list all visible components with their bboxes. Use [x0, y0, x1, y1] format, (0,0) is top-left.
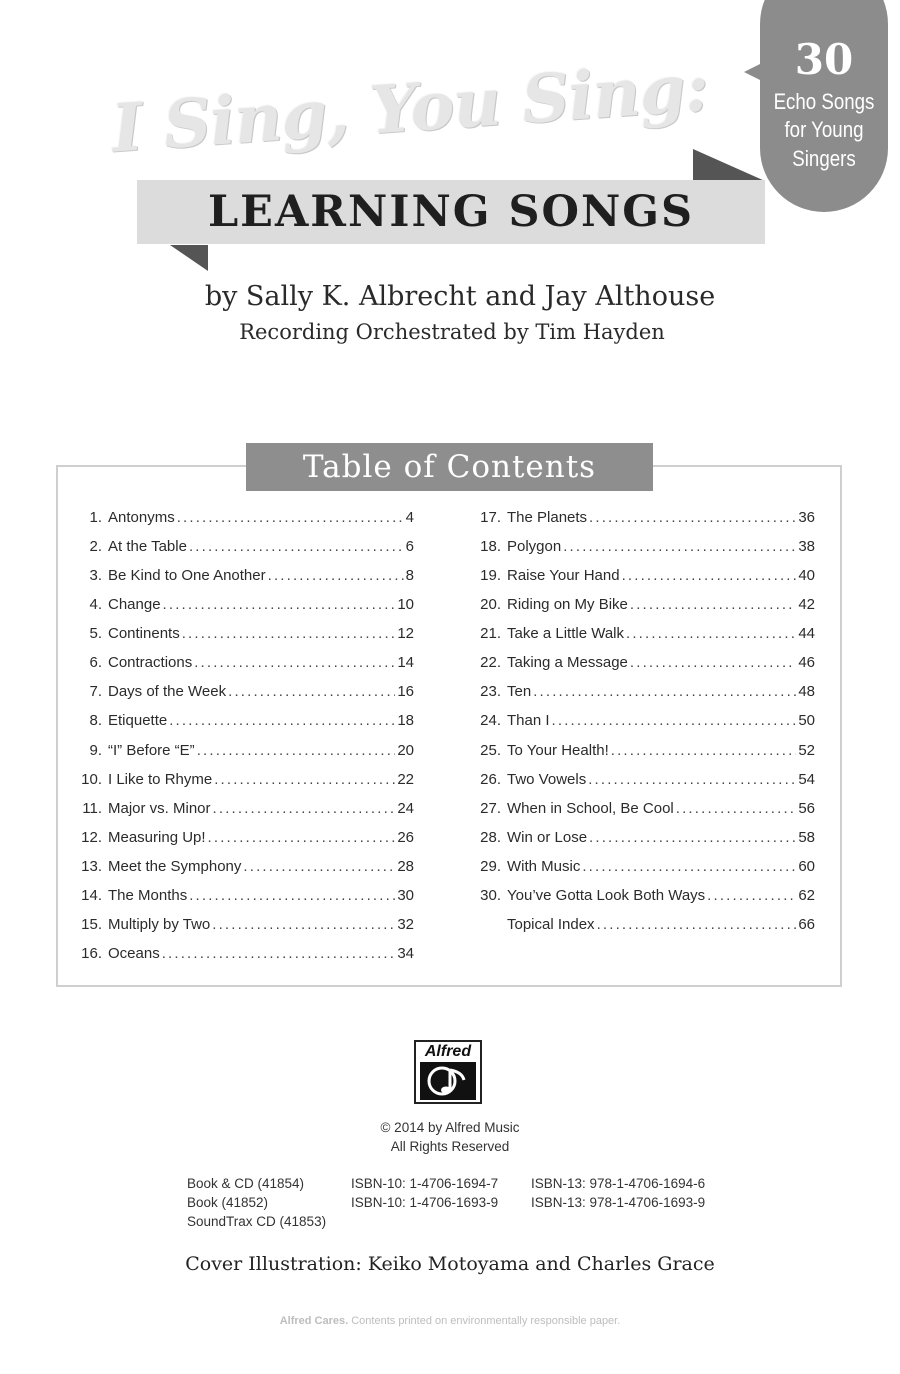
toc-entry: [473, 654, 815, 683]
dot-leader: [611, 742, 797, 759]
toc-entry-number: 14.: [81, 886, 102, 904]
toc-entry-title: Take a Little Walk: [507, 625, 624, 643]
isbn13: ISBN-13: 978-1-4706-1694-6: [531, 1176, 706, 1191]
toc-entry-page: 24: [397, 799, 414, 817]
main-title: LEARNING SONGS: [207, 187, 695, 237]
toc-column-right: [473, 509, 815, 945]
toc-entry-page: 4: [405, 509, 414, 526]
toc-entry-title: Contractions: [108, 654, 193, 672]
toc-entry: [74, 771, 414, 800]
product-name: Book & CD (41854): [187, 1176, 305, 1191]
toc-entry-number: 22.: [480, 654, 501, 672]
isbn13-list: [531, 1174, 705, 1212]
dot-leader: [214, 771, 395, 788]
toc-entry-number: 18.: [480, 538, 501, 556]
toc-entry: [74, 654, 414, 683]
toc-entry: [473, 916, 815, 945]
toc-entry: [74, 625, 414, 654]
dot-leader: [189, 887, 395, 904]
dot-leader: [212, 916, 395, 933]
toc-entry-page: 22: [397, 770, 414, 788]
orchestration-credit: Recording Orchestrated by Tim Hayden: [239, 320, 665, 344]
song-count-badge: [744, 0, 900, 214]
dot-leader: [268, 567, 404, 584]
toc-entry-number: 23.: [480, 683, 501, 701]
toc-entry-number: 9.: [89, 741, 102, 759]
toc-entry-title: Two Vowels: [507, 770, 587, 788]
toc-entry: [74, 945, 414, 974]
toc-entry: [473, 509, 815, 538]
toc-entry-number: 19.: [480, 567, 501, 585]
toc-entry: [473, 887, 815, 916]
toc-entry-page: 54: [798, 770, 815, 788]
dot-leader: [622, 567, 797, 584]
badge-line: for Young: [784, 117, 864, 142]
toc-entry-page: 66: [798, 915, 815, 933]
dot-leader: [533, 683, 796, 700]
dot-leader: [197, 742, 396, 759]
toc-entry-title: You’ve Gotta Look Both Ways: [507, 886, 706, 904]
toc-entry: [74, 509, 414, 538]
logo-text: Alfred: [424, 1043, 472, 1060]
dot-leader: [169, 712, 395, 729]
dot-leader: [182, 625, 396, 642]
music-note-icon: [420, 1062, 476, 1100]
toc-entry: [473, 538, 815, 567]
toc-entry-title: Than I: [507, 712, 550, 730]
toc-entry-number: 3.: [89, 567, 102, 585]
toc-entry-title: When in School, Be Cool: [507, 799, 674, 817]
toc-entry-number: 12.: [81, 828, 102, 846]
toc-entry-page: 18: [397, 712, 414, 730]
dot-leader: [162, 945, 396, 962]
toc-entry-title: Oceans: [108, 944, 160, 962]
toc-entry-number: 2.: [89, 538, 102, 556]
dot-leader: [676, 800, 797, 817]
toc-entry-page: 44: [798, 625, 815, 643]
dot-leader: [208, 829, 396, 846]
toc-entry: [473, 596, 815, 625]
toc-entry: [473, 771, 815, 800]
authors: by Sally K. Albrecht and Jay Althouse: [204, 281, 716, 312]
toc-entry-number: 8.: [89, 712, 102, 730]
toc-entry-number: 20.: [480, 596, 501, 614]
isbn10: ISBN-10: 1-4706-1693-9: [351, 1195, 499, 1210]
toc-column-left: [74, 509, 414, 974]
toc-entry-title: To Your Health!: [507, 741, 609, 759]
dot-leader: [163, 596, 396, 613]
toc-entry-page: 30: [397, 886, 414, 904]
toc-entry: [473, 683, 815, 712]
toc-entry-number: 24.: [480, 712, 501, 730]
toc-entry-page: 28: [397, 857, 414, 875]
dot-leader: [563, 538, 796, 555]
rights: All Rights Reserved: [390, 1139, 510, 1154]
toc-entry: [473, 567, 815, 596]
toc-entry-title: Riding on My Bike: [507, 596, 628, 614]
toc-entry-title: Days of the Week: [108, 683, 227, 701]
toc-entry-page: 60: [798, 857, 815, 875]
toc-entry-number: 4.: [89, 596, 102, 614]
toc-entry-page: 10: [397, 596, 414, 614]
dot-leader: [177, 509, 404, 526]
dot-leader: [589, 509, 796, 526]
toc-entry: [74, 858, 414, 887]
dot-leader: [626, 625, 796, 642]
toc-entry-title: At the Table: [108, 538, 187, 556]
toc-entry-number: 30.: [480, 886, 501, 904]
isbn13: ISBN-13: 978-1-4706-1693-9: [531, 1195, 706, 1210]
toc-entry-title: Ten: [507, 683, 532, 701]
toc-entry-title: Be Kind to One Another: [108, 567, 266, 585]
alfred-logo: [414, 1040, 482, 1104]
toc-entry-title: Polygon: [507, 538, 562, 556]
banner-fold-left: [170, 245, 208, 271]
toc-heading-text: Table of Contents: [302, 449, 597, 485]
dot-leader: [630, 654, 796, 671]
toc-entry-title: Change: [108, 596, 161, 614]
dot-leader: [707, 887, 796, 904]
toc-entry-title: Antonyms: [108, 509, 175, 526]
toc-entry-number: 10.: [81, 770, 102, 788]
toc-entry-page: 36: [798, 509, 815, 526]
toc-entry-page: 20: [397, 741, 414, 759]
toc-entry-number: 21.: [480, 625, 501, 643]
toc-entry-page: 40: [798, 567, 815, 585]
dot-leader: [228, 683, 395, 700]
toc-entry-number: 28.: [480, 828, 501, 846]
toc-entry-number: 17.: [480, 509, 501, 526]
dot-leader: [243, 858, 395, 875]
toc-entry-page: 6: [405, 538, 414, 556]
toc-entry-number: 26.: [480, 770, 501, 788]
toc-entry: [74, 567, 414, 596]
cover-credit: Cover Illustration: Keiko Motoyama and Charles Grace: [185, 1253, 715, 1275]
isbn10: ISBN-10: 1-4706-1694-7: [351, 1176, 499, 1191]
toc-entry-page: 58: [798, 828, 815, 846]
dot-leader: [597, 916, 797, 933]
dot-leader: [189, 538, 404, 555]
toc-heading: [246, 443, 653, 491]
toc-entry-number: 11.: [82, 799, 102, 817]
dot-leader: [589, 829, 796, 846]
toc-entry-number: 7.: [89, 683, 102, 701]
toc-entry: [74, 538, 414, 567]
dot-leader: [582, 858, 796, 875]
isbn10-list: [351, 1174, 498, 1212]
toc-entry: [74, 712, 414, 741]
dot-leader: [630, 596, 796, 613]
toc-entry: [473, 712, 815, 741]
toc-entry-title: Meet the Symphony: [108, 857, 242, 875]
toc-entry-page: 50: [798, 712, 815, 730]
toc-entry-page: 56: [798, 799, 815, 817]
toc-entry-title: Multiply by Two: [108, 915, 211, 933]
toc-entry-number: 25.: [480, 741, 501, 759]
dot-leader: [588, 771, 796, 788]
toc-entry-title: Topical Index: [507, 915, 595, 933]
toc-entry: [74, 800, 414, 829]
toc-entry-page: 8: [405, 567, 414, 585]
toc-entry-title: Raise Your Hand: [507, 567, 620, 585]
toc-entry-number: 6.: [89, 654, 102, 672]
footer-brand: Alfred Cares.: [279, 1315, 349, 1327]
footer-note: [0, 1315, 900, 1327]
toc-entry-page: 34: [397, 944, 414, 962]
toc-entry: [74, 916, 414, 945]
copyright: © 2014 by Alfred Music: [380, 1120, 520, 1135]
toc-entry-page: 16: [397, 683, 414, 701]
badge-number: 30: [794, 35, 854, 84]
badge-line: Singers: [792, 146, 856, 171]
toc-entry-page: 14: [397, 654, 414, 672]
toc-entry-page: 42: [798, 596, 815, 614]
toc-entry: [473, 858, 815, 887]
toc-entry: [473, 800, 815, 829]
product-name: SoundTrax CD (41853): [187, 1214, 327, 1229]
dot-leader: [213, 800, 396, 817]
toc-entry: [473, 625, 815, 654]
toc-entry-number: 5.: [89, 625, 102, 643]
toc-entry-number: 13.: [81, 857, 102, 875]
toc-entry-page: 62: [798, 886, 815, 904]
toc-entry-title: Major vs. Minor: [108, 799, 211, 817]
toc-entry-page: 32: [397, 915, 414, 933]
toc-entry-page: 38: [798, 538, 815, 556]
toc-entry-number: 29.: [480, 857, 501, 875]
script-title: I Sing, You Sing:: [109, 47, 711, 168]
toc-entry-title: Etiquette: [108, 712, 168, 730]
toc-entry-title: Measuring Up!: [108, 828, 206, 846]
badge-line: Echo Songs: [773, 89, 875, 114]
toc-entry-page: 46: [798, 654, 815, 672]
toc-entry-number: 15.: [81, 915, 102, 933]
toc-entry-page: 12: [397, 625, 414, 643]
footer-text: Contents printed on environmentally responsible paper.: [351, 1315, 621, 1327]
toc-entry-page: 48: [798, 683, 815, 701]
toc-entry-title: With Music: [507, 857, 581, 875]
toc-entry: [74, 829, 414, 858]
toc-entry-title: “I” Before “E”: [108, 741, 195, 759]
toc-entry: [74, 887, 414, 916]
toc-entry-page: 52: [798, 741, 815, 759]
toc-entry-title: Continents: [108, 625, 180, 643]
dot-leader: [552, 712, 797, 729]
product-names: [187, 1174, 326, 1231]
toc-entry-number: 1.: [89, 509, 102, 526]
toc-entry-number: 27.: [480, 799, 501, 817]
toc-entry-title: The Planets: [507, 509, 588, 526]
toc-entry: [473, 829, 815, 858]
product-name: Book (41852): [187, 1195, 269, 1210]
dot-leader: [194, 654, 395, 671]
toc-entry-title: The Months: [108, 886, 188, 904]
toc-entry-title: I Like to Rhyme: [108, 770, 213, 788]
title-banner: [137, 180, 765, 244]
toc-entry: [74, 596, 414, 625]
toc-entry: [74, 742, 414, 771]
toc-entry: [473, 742, 815, 771]
toc-entry-title: Win or Lose: [507, 828, 588, 846]
toc-entry-title: Taking a Message: [507, 654, 628, 672]
toc-entry-page: 26: [397, 828, 414, 846]
toc-entry: [74, 683, 414, 712]
toc-entry-number: 16.: [81, 944, 102, 962]
